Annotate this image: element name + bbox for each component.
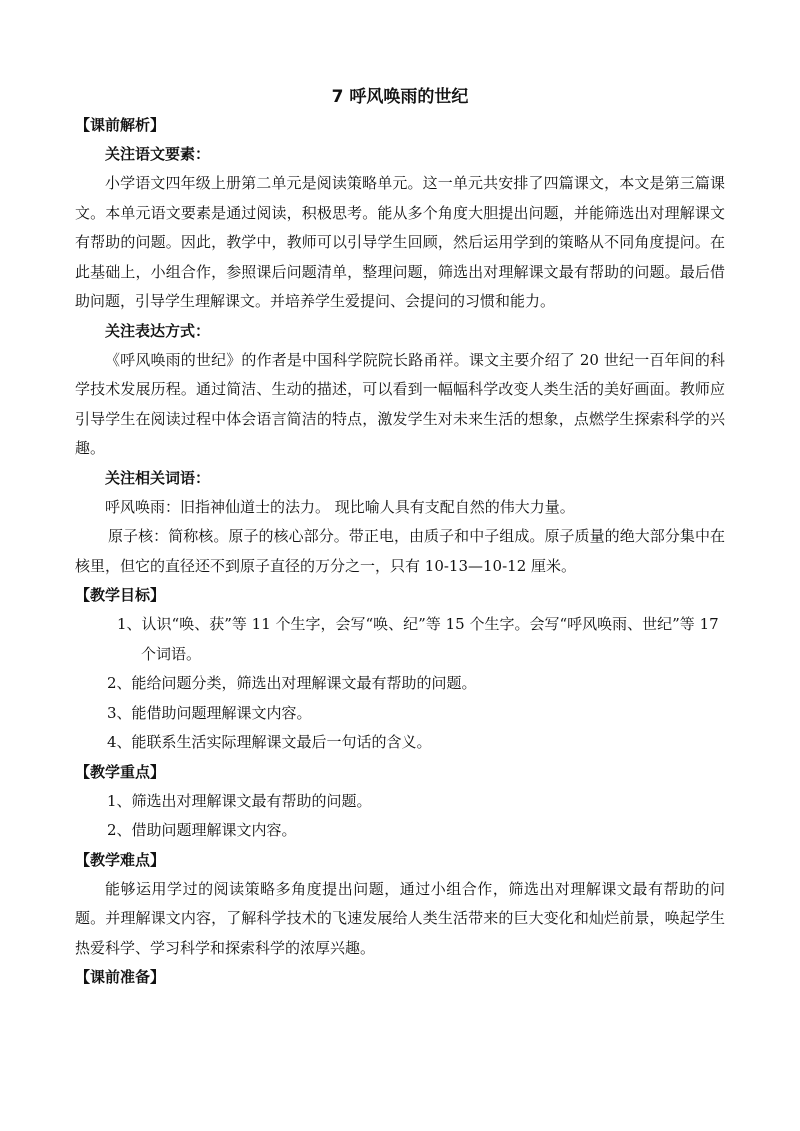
page-title: 7 呼风唤雨的世纪 [331,87,469,107]
goal-item-1: 1、认识“唤、获”等 11 个生字，会写“唤、纪”等 15 个生字。会写“呼风唤雨、世纪”等 17 个词语。 [117,615,719,663]
section-heading-key-points: 【教学重点】 [75,762,166,781]
subheading-yuwen: 关注语文要素： [105,145,211,163]
paragraph-difficulties: 能够运用学过的阅读策略多角度提出问题，通过小组合作，筛选出对理解课文最有帮助的问题。并理解课文内容，了解科学技术的飞速发展给人类生活带来的巨大变化和灿烂前景，唤起学生热爱科学、学习科学和探索科学的浓厚兴趣。 [75,879,725,957]
paragraph-ciyu-hufeng: 呼风唤雨：旧指神仙道士的法力。 现比喻人具有支配自然的伟大力量。 [105,497,575,516]
goal-item-4: 4、能联系生活实际理解课文最后一句话的含义。 [107,733,432,751]
goal-item-2: 2、能给问题分类，筛选出对理解课文最有帮助的问题。 [107,674,477,692]
document-body [75,111,725,992]
section-heading-preparation: 【课前准备】 [75,968,166,986]
section-heading-pre-analysis: 【课前解析】 [75,116,166,134]
subheading-ciyu: 关注相关词语： [105,468,211,487]
paragraph-yuwen: 小学语文四年级上册第二单元是阅读策略单元。这一单元共安排了四篇课文，本文是第三篇课文。本单元语文要素是通过阅读，积极思考。能从多个角度大胆提出问题，并能筛选出对理解课文有帮助的问题。因此，教学中，教师可以引导学生回顾，然后运用学到的策略从不同角度提问。在此基础上，小组合作，参照课后问题清单，整理问题，筛选出对理解课文最有帮助的问题。最后借助问题，引导学生理解课文。并培养学生爱提问、会提问的习惯和能力。 [75,174,725,310]
subheading-biaoda: 关注表达方式： [105,321,211,340]
goal-item-3: 3、能借助问题理解课文内容。 [107,703,312,722]
section-heading-goals: 【教学目标】 [75,586,166,604]
section-heading-difficulties: 【教学难点】 [75,850,166,869]
key-point-item-2: 2、借助问题理解课文内容。 [107,821,297,839]
paragraph-ciyu-yuanzihe: 原子核：简称核。原子的核心部分。带正电，由质子和中子组成。原子质量的绝大部分集中在核里，但它的直径还不到原子直径的万分之一，只有 10-13—10-12 厘米。 [75,527,725,575]
key-point-item-1: 1、筛选出对理解课文最有帮助的问题。 [107,791,372,810]
paragraph-biaoda: 《呼风唤雨的世纪》的作者是中国科学院院长路甬祥。课文主要介绍了 20 世纪一百年间的科学技术发展历程。通过简洁、生动的描述，可以看到一幅幅科学改变人类生活的美好画面。教师应引导学生在阅读过程中体会语言简洁的特点，激发学生对未来生活的想象，点燃学生探索科学的兴趣。 [75,350,725,457]
